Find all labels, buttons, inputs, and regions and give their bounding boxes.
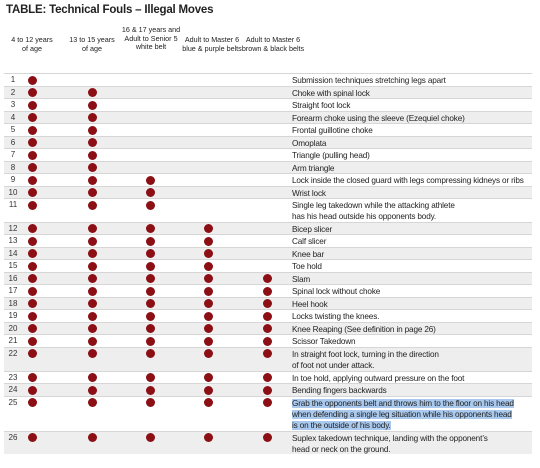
description-line: Knee bar (292, 249, 325, 259)
table-row (4, 297, 532, 310)
illegal-marker-dot (88, 312, 97, 321)
illegal-marker-dot (146, 373, 155, 382)
table-row (4, 322, 532, 335)
fouls-table (4, 73, 532, 454)
row-number: 4 (10, 112, 16, 122)
row-number: 13 (8, 236, 18, 246)
illegal-marker-dot (88, 433, 97, 442)
table-row (4, 73, 532, 86)
column-header-line: 16 & 17 years and (121, 25, 181, 34)
description-line: Knee Reaping (See definition in page 26) (292, 324, 436, 334)
column-header-4 (182, 36, 242, 53)
illegal-marker-dot (28, 274, 37, 283)
row-number: 5 (10, 125, 16, 134)
illegal-marker-dot (146, 274, 155, 283)
illegal-marker-dot (146, 312, 155, 321)
row-number: 15 (8, 261, 18, 271)
illegal-marker-dot (263, 299, 272, 308)
illegal-marker-dot (146, 262, 155, 271)
illegal-marker-dot (28, 76, 37, 85)
illegal-marker-dot (263, 274, 272, 283)
description-line: head or neck on the ground. (292, 444, 391, 454)
row-number: 22 (8, 348, 18, 358)
row-number: 25 (8, 397, 18, 407)
description-line: of foot not under attack. (292, 361, 375, 371)
foul-description[interactable] (292, 398, 530, 432)
illegal-marker-dot (88, 398, 97, 407)
illegal-marker-dot (146, 237, 155, 246)
illegal-marker-dot (28, 433, 37, 442)
illegal-marker-dot (146, 299, 155, 308)
illegal-marker-dot (88, 113, 97, 122)
illegal-marker-dot (28, 249, 37, 258)
table-row (4, 148, 532, 161)
column-header-5 (240, 36, 306, 53)
illegal-marker-dot (204, 324, 213, 333)
description-line: Spinal lock without choke (292, 287, 381, 297)
row-number: 23 (8, 372, 18, 382)
foul-description (292, 349, 530, 372)
description-line: Single leg takedown while the attacking athlete (292, 201, 455, 210)
illegal-marker-dot (146, 386, 155, 395)
illegal-marker-dot (28, 151, 37, 160)
row-number: 2 (10, 87, 16, 97)
description-line: Locks twisting the knees. (292, 312, 380, 322)
row-number: 18 (8, 298, 18, 308)
illegal-marker-dot (28, 138, 37, 147)
row-number: 16 (8, 273, 18, 283)
description-line: Suplex takedown technique, landing with the opponent’s (292, 433, 488, 443)
table-row (4, 161, 532, 174)
column-header-2 (62, 36, 122, 53)
illegal-marker-dot (88, 88, 97, 97)
illegal-marker-dot (204, 224, 213, 233)
illegal-marker-dot (88, 337, 97, 346)
illegal-marker-dot (28, 176, 37, 185)
description-line: Heel hook (292, 299, 328, 309)
table-row (4, 431, 532, 455)
table-title: TABLE: Technical Fouls – Illegal Moves (6, 4, 214, 16)
row-number: 6 (10, 137, 16, 147)
illegal-marker-dot (28, 201, 37, 210)
illegal-marker-dot (146, 176, 155, 185)
illegal-marker-dot (88, 237, 97, 246)
row-number: 8 (10, 162, 16, 172)
illegal-marker-dot (28, 324, 37, 333)
illegal-marker-dot (146, 337, 155, 346)
illegal-marker-dot (88, 299, 97, 308)
description-line: Scissor Takedown (292, 337, 356, 347)
illegal-marker-dot (28, 163, 37, 172)
illegal-marker-dot (146, 398, 155, 407)
illegal-marker-dot (146, 324, 155, 333)
illegal-marker-dot (263, 287, 272, 296)
foul-description (292, 433, 530, 456)
table-row (4, 284, 532, 297)
illegal-marker-dot (204, 349, 213, 358)
row-number: 12 (8, 223, 18, 233)
illegal-marker-dot (28, 188, 37, 197)
description-line: has his head outside his opponents body. (292, 212, 437, 222)
illegal-marker-dot (263, 337, 272, 346)
illegal-marker-dot (204, 373, 213, 382)
table-row (4, 247, 532, 260)
description-line: Bending fingers backwards (292, 386, 387, 396)
description-line: Grab the opponents belt and throws him to the floor on his head (292, 398, 514, 408)
description-line: Calf slicer (292, 237, 327, 247)
table-row (4, 259, 532, 272)
illegal-marker-dot (88, 201, 97, 210)
table-row (4, 123, 532, 136)
illegal-marker-dot (88, 324, 97, 333)
description-line: Frontal guillotine choke (292, 126, 373, 135)
description-line: Wrist lock (292, 188, 326, 198)
illegal-marker-dot (28, 398, 37, 407)
column-header-line: Adult to Senior 5 (124, 33, 178, 43)
column-header-line: brown & black belts (241, 43, 305, 53)
illegal-marker-dot (88, 249, 97, 258)
row-number: 9 (10, 175, 16, 184)
illegal-marker-dot (204, 299, 213, 308)
illegal-marker-dot (88, 386, 97, 395)
illegal-marker-dot (146, 249, 155, 258)
illegal-marker-dot (204, 312, 213, 321)
illegal-marker-dot (263, 349, 272, 358)
illegal-marker-dot (263, 398, 272, 407)
table-row (4, 272, 532, 285)
description-line: Straight foot lock (292, 101, 351, 110)
table-row (4, 86, 532, 99)
description-line: Lock inside the closed guard with legs compressing kidneys or ribs (292, 176, 524, 185)
column-header-line: of age (82, 43, 102, 53)
illegal-marker-dot (28, 386, 37, 395)
illegal-marker-dot (28, 101, 37, 110)
description-line: is on the outside of his body. (292, 421, 391, 431)
table-row (4, 173, 532, 186)
illegal-marker-dot (88, 163, 97, 172)
description-line: In straight foot lock, turning in the direction (292, 349, 439, 359)
illegal-marker-dot (28, 126, 37, 135)
illegal-marker-dot (88, 101, 97, 110)
illegal-marker-dot (204, 386, 213, 395)
illegal-marker-dot (204, 337, 213, 346)
row-number: 19 (8, 311, 18, 321)
illegal-marker-dot (88, 262, 97, 271)
illegal-marker-dot (263, 373, 272, 382)
illegal-marker-dot (88, 138, 97, 147)
description-line: In toe hold, applying outward pressure on the foot (292, 373, 465, 383)
illegal-marker-dot (204, 433, 213, 442)
illegal-marker-dot (263, 433, 272, 442)
table-row (4, 186, 532, 199)
illegal-marker-dot (88, 287, 97, 296)
illegal-marker-dot (28, 113, 37, 122)
illegal-marker-dot (263, 312, 272, 321)
illegal-marker-dot (28, 373, 37, 382)
table-row (4, 234, 532, 247)
illegal-marker-dot (263, 324, 272, 333)
table-row (4, 222, 532, 235)
table-row (4, 396, 532, 431)
illegal-marker-dot (88, 349, 97, 358)
column-header-line: Adult to Master 6 (245, 35, 301, 44)
row-number: 17 (8, 286, 18, 296)
row-number: 11 (8, 200, 18, 209)
foul-description (292, 200, 530, 223)
column-header-line: blue & purple belts (182, 43, 242, 53)
illegal-marker-dot (28, 224, 37, 233)
table-row (4, 136, 532, 149)
illegal-marker-dot (204, 249, 213, 258)
illegal-marker-dot (88, 188, 97, 197)
illegal-marker-dot (204, 262, 213, 271)
row-number: 20 (8, 323, 18, 333)
row-number: 1 (10, 75, 16, 84)
table-row (4, 383, 532, 396)
illegal-marker-dot (88, 274, 97, 283)
row-number: 14 (8, 248, 18, 258)
description-line: Toe hold (292, 262, 322, 272)
illegal-marker-dot (28, 312, 37, 321)
illegal-marker-dot (28, 349, 37, 358)
description-line: when defending a single leg situation while his opponents head (292, 409, 512, 419)
illegal-marker-dot (263, 386, 272, 395)
illegal-marker-dot (28, 237, 37, 246)
illegal-marker-dot (28, 88, 37, 97)
illegal-marker-dot (204, 398, 213, 407)
description-line: Choke with spinal lock (292, 88, 370, 98)
row-number: 3 (10, 100, 16, 109)
description-line: Arm triangle (292, 163, 335, 173)
row-number: 26 (8, 432, 18, 442)
table-row (4, 347, 532, 371)
illegal-marker-dot (146, 349, 155, 358)
description-line: Submission techniques stretching legs apart (292, 76, 446, 85)
illegal-marker-dot (28, 287, 37, 296)
table-row (4, 98, 532, 111)
illegal-marker-dot (88, 151, 97, 160)
column-header-line: Adult to Master 6 (184, 35, 240, 44)
illegal-marker-dot (88, 373, 97, 382)
row-number: 10 (8, 187, 18, 197)
illegal-marker-dot (204, 237, 213, 246)
description-line: Triangle (pulling head) (292, 151, 370, 160)
description-line: Bicep slicer (292, 224, 333, 234)
illegal-marker-dot (146, 224, 155, 233)
column-header-line: of age (22, 43, 42, 53)
table-row (4, 309, 532, 322)
table-row (4, 334, 532, 347)
column-header-line: 4 to 12 years (11, 35, 53, 44)
column-header-line: white belt (135, 42, 167, 51)
table-row (4, 111, 532, 124)
table-row (4, 198, 532, 222)
illegal-marker-dot (88, 126, 97, 135)
illegal-marker-dot (146, 188, 155, 197)
illegal-marker-dot (146, 201, 155, 210)
illegal-marker-dot (88, 176, 97, 185)
illegal-marker-dot (204, 287, 213, 296)
column-header-3 (120, 26, 182, 52)
illegal-marker-dot (28, 262, 37, 271)
illegal-marker-dot (88, 224, 97, 233)
description-line: Omoplata (292, 138, 327, 148)
illegal-marker-dot (28, 299, 37, 308)
column-header-1 (4, 36, 60, 53)
illegal-marker-dot (146, 287, 155, 296)
row-number: 7 (10, 150, 16, 159)
illegal-marker-dot (28, 337, 37, 346)
table-row (4, 371, 532, 384)
row-number: 24 (8, 385, 18, 395)
description-line: Slam (292, 274, 311, 284)
illegal-marker-dot (146, 433, 155, 442)
column-header-line: 13 to 15 years (69, 35, 115, 44)
illegal-marker-dot (204, 274, 213, 283)
row-number: 21 (8, 336, 18, 346)
description-line: Forearm choke using the sleeve (Ezequiel choke) (292, 113, 465, 123)
